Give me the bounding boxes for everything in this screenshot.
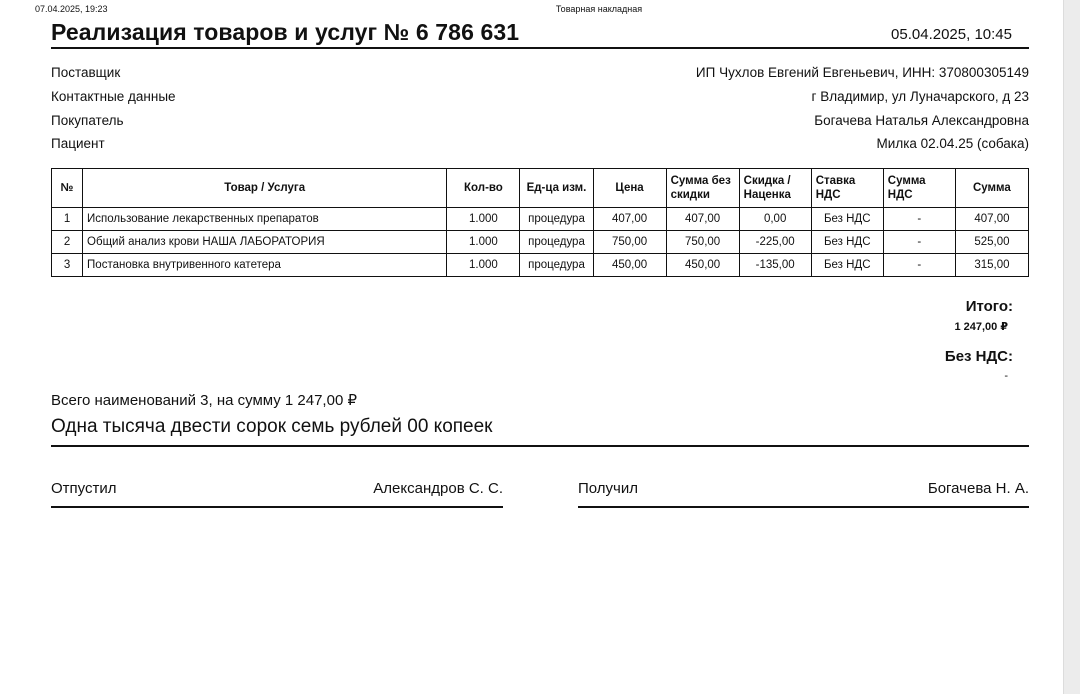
cell-total: 315,00	[955, 254, 1028, 277]
cell-item: Постановка внутривенного катетера	[83, 254, 447, 277]
print-date: 07.04.2025, 19:23	[35, 4, 108, 14]
scrollbar[interactable]	[1063, 0, 1080, 694]
info-value: ИП Чухлов Евгений Евгеньевич, ИНН: 370800305149	[695, 65, 1029, 80]
info-value: г Владимир, ул Луначарского, д 23	[811, 89, 1029, 104]
info-value: Богачева Наталья Александровна	[814, 113, 1029, 128]
info-row-buyer	[51, 113, 1029, 133]
cell-num: 1	[52, 208, 83, 231]
document-date: 05.04.2025, 10:45	[891, 26, 1012, 43]
totals-label: Итого:	[965, 298, 1013, 315]
cell-item: Использование лекарственных препаратов	[83, 208, 447, 231]
cell-price: 450,00	[593, 254, 666, 277]
cell-qty: 1.000	[447, 208, 520, 231]
vat-label: Без НДС:	[944, 348, 1013, 365]
received-label: Получил	[578, 480, 638, 497]
col-header-price: Цена	[593, 169, 666, 208]
cell-unit: процедура	[520, 208, 593, 231]
cell-sum-no-discount: 450,00	[666, 254, 739, 277]
cell-vat-sum: -	[883, 254, 955, 277]
cell-item: Общий анализ крови НАША ЛАБОРАТОРИЯ	[83, 231, 447, 254]
col-header-total: Сумма	[955, 169, 1028, 208]
cell-total: 407,00	[955, 208, 1028, 231]
cell-vat-sum: -	[883, 208, 955, 231]
cell-sum-no-discount: 750,00	[666, 231, 739, 254]
summary-divider	[51, 445, 1029, 447]
released-label: Отпустил	[51, 480, 117, 497]
cell-num: 3	[52, 254, 83, 277]
cell-num: 2	[52, 231, 83, 254]
col-header-item: Товар / Услуга	[83, 169, 447, 208]
received-name: Богачева Н. А.	[927, 480, 1029, 497]
table-row	[52, 231, 1029, 254]
items-table	[51, 168, 1029, 277]
table-row	[52, 254, 1029, 277]
cell-discount: -225,00	[739, 231, 811, 254]
info-row-supplier	[51, 65, 1029, 85]
col-header-vat-sum: Сумма НДС	[883, 169, 955, 208]
cell-discount: -135,00	[739, 254, 811, 277]
col-header-discount: Скидка / Наценка	[739, 169, 811, 208]
cell-unit: процедура	[520, 231, 593, 254]
col-header-sum-no-discount: Сумма без скидки	[666, 169, 739, 208]
col-header-unit: Ед-ца изм.	[520, 169, 593, 208]
info-label: Поставщик	[51, 65, 121, 80]
cell-sum-no-discount: 407,00	[666, 208, 739, 231]
cell-vat-sum: -	[883, 231, 955, 254]
col-header-vat-rate: Ставка НДС	[811, 169, 883, 208]
table-header-row	[52, 169, 1029, 208]
cell-price: 750,00	[593, 231, 666, 254]
cell-vat-rate: Без НДС	[811, 254, 883, 277]
info-label: Покупатель	[51, 113, 124, 128]
received-signature	[578, 480, 1029, 508]
totals-value: 1 247,00 ₽	[954, 321, 1008, 333]
released-name: Александров С. С.	[373, 480, 503, 497]
summary-line: Всего наименований 3, на сумму 1 247,00 ₽	[51, 392, 357, 409]
cell-discount: 0,00	[739, 208, 811, 231]
info-label: Контактные данные	[51, 89, 176, 104]
released-signature	[51, 480, 503, 508]
col-header-num: №	[52, 169, 83, 208]
cell-unit: процедура	[520, 254, 593, 277]
info-row-contacts	[51, 89, 1029, 109]
cell-total: 525,00	[955, 231, 1028, 254]
title-divider	[51, 47, 1029, 49]
document-type: Товарная накладная	[555, 4, 643, 14]
table-row	[52, 208, 1029, 231]
cell-price: 407,00	[593, 208, 666, 231]
info-row-patient	[51, 136, 1029, 156]
cell-qty: 1.000	[447, 254, 520, 277]
info-value: Милка 02.04.25 (собака)	[876, 136, 1029, 151]
amount-in-words: Одна тысяча двести сорок семь рублей 00 копеек	[51, 416, 493, 437]
col-header-qty: Кол-во	[447, 169, 520, 208]
info-label: Пациент	[51, 136, 105, 151]
cell-vat-rate: Без НДС	[811, 208, 883, 231]
page-title: Реализация товаров и услуг № 6 786 631	[51, 19, 520, 45]
cell-qty: 1.000	[447, 231, 520, 254]
cell-vat-rate: Без НДС	[811, 231, 883, 254]
vat-value: -	[1004, 370, 1008, 382]
